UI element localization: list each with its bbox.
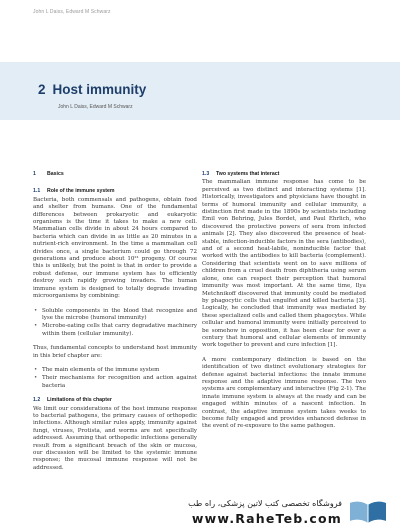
subsection-heading-1-1 [33, 188, 197, 195]
section-heading-basics [33, 171, 197, 178]
subsection-number: 1.1 [33, 188, 41, 195]
paragraph: Bacteria, both commensals and pathogens, obtain food and shelter from humans. One of the fundamental differences between prokaryotic and eukaryotic organisms is the time it takes to make a new cell. Mammalian cells divide in about 24 hours compared to bacteria which can divide in as little as 20 minutes in a nutrient-rich environment. In the time a mammalian cell divides once, a single bacterium could go through 72 generations and produce about 10²¹ progeny. Of course this is unlikely, but the point is that in order to provide a robust defense, our immune system has to efficiently destroy such rapidly growing invaders. The human immune system is designed to totally degrade invading microorganisms by combining: [33, 196, 197, 300]
left-column [33, 171, 197, 479]
chapter-title-text: Host immunity [52, 82, 147, 97]
paragraph: Thus, fundamental concepts to understand host immunity in this brief chapter are: [33, 345, 197, 359]
subsection-heading-1-2 [33, 397, 197, 404]
watermark-text [188, 499, 342, 526]
right-column [202, 171, 366, 438]
section-title: Basics [47, 171, 64, 177]
running-head: John L Daiss, Edward M Schwarz [33, 9, 111, 15]
chapter-number: 2 [38, 82, 46, 97]
subsection-heading-1-3 [202, 171, 366, 178]
subsection-title: Limitations of this chapter [47, 397, 112, 404]
list-item: • Soluble components in the blood that recognize and lyse the microbe (humoral immunity) [33, 308, 197, 323]
chapter-title [38, 82, 146, 97]
subsection-number: 1.2 [33, 397, 41, 404]
list-item: • Microbe-eating cells that carry degradative machinery within them (cellular immunity). [33, 323, 197, 338]
list-item: • The main elements of the immune system [33, 367, 197, 374]
book-logo-icon [348, 497, 388, 527]
section-number: 1 [33, 171, 36, 177]
bullet-list-concepts [33, 367, 197, 390]
paragraph: The mammalian immune response has come to be perceived as two distinct and interacting systems [1]. Historically, investigators and physicians have thought in terms of humoral immunity and cellular immunity, a distinction first made in the 1890s by scientists including Emil von Behring, Jules Bordet, and Paul Ehrlich, who discovered the protective powers of sera from infected animals [2]. They also discovered the presence of heat-stable, infection-inducible factors in the sera (antibodies), and of a second heat-labile, noninducible factor that worked with the antibodies to kill bacteria (complement). Considering that scientists went on to save millions of children from a cruel death from diphtheria using serum alone, one can respect their perception that humoral immunity was most important. At the same time, Ilya Metchnikoff discovered that immunity could be mediated by phagocytic cells that engulfed and killed bacteria [3]. Logically, he concluded that immunity was mediated by these specialized cells and called them phagocytes. While cellular and humoral immunity were initially perceived to be somehow in opposition, it has been clear for over a century that humoral and cellular elements of immunity work together to prevent and cure infection [1]. [202, 179, 366, 349]
paragraph: We limit our considerations of the host immune response to bacterial pathogens, the primary causes of orthopedic infections. Although similar rules apply, immunity against fungi, viruses, Protista, and worms are not specifically addressed. Assuming that orthopedic infections generally result from a significant breach of the skin or mucosa, our discussion will be limited to the systemic immune response; the mucosal immune response will not be addressed. [33, 405, 197, 471]
paragraph: A more contemporary distinction is based on the identification of two distinct evolutionary strategies for defense against bacterial infections: the innate immune response and the adaptive immune response. The two systems are complementary and interactive (Fig 2-1). The innate immune system is always at the ready and can be engaged within minutes of a nascent infection. In contrast, the adaptive immune system takes weeks to become fully engaged and provides enhanced defense in the event of re-exposure to the same pathogen. [202, 356, 366, 430]
bullet-list-immunity-types [33, 308, 197, 339]
watermark [0, 494, 400, 532]
subsection-title: Role of the immune system [47, 188, 115, 195]
chapter-authors: John L Daiss, Edward M Schwarz [58, 104, 133, 110]
subsection-number: 1.3 [202, 171, 210, 177]
watermark-persian-text: فروشگاه تخصصی کتب لاتین پزشکی، راه طب [188, 499, 342, 508]
subsection-title: Two systems that interact [216, 171, 280, 177]
list-item: • Their mechanisms for recognition and action against bacteria [33, 375, 197, 390]
watermark-url: www.RaheTeb.com [191, 511, 342, 526]
